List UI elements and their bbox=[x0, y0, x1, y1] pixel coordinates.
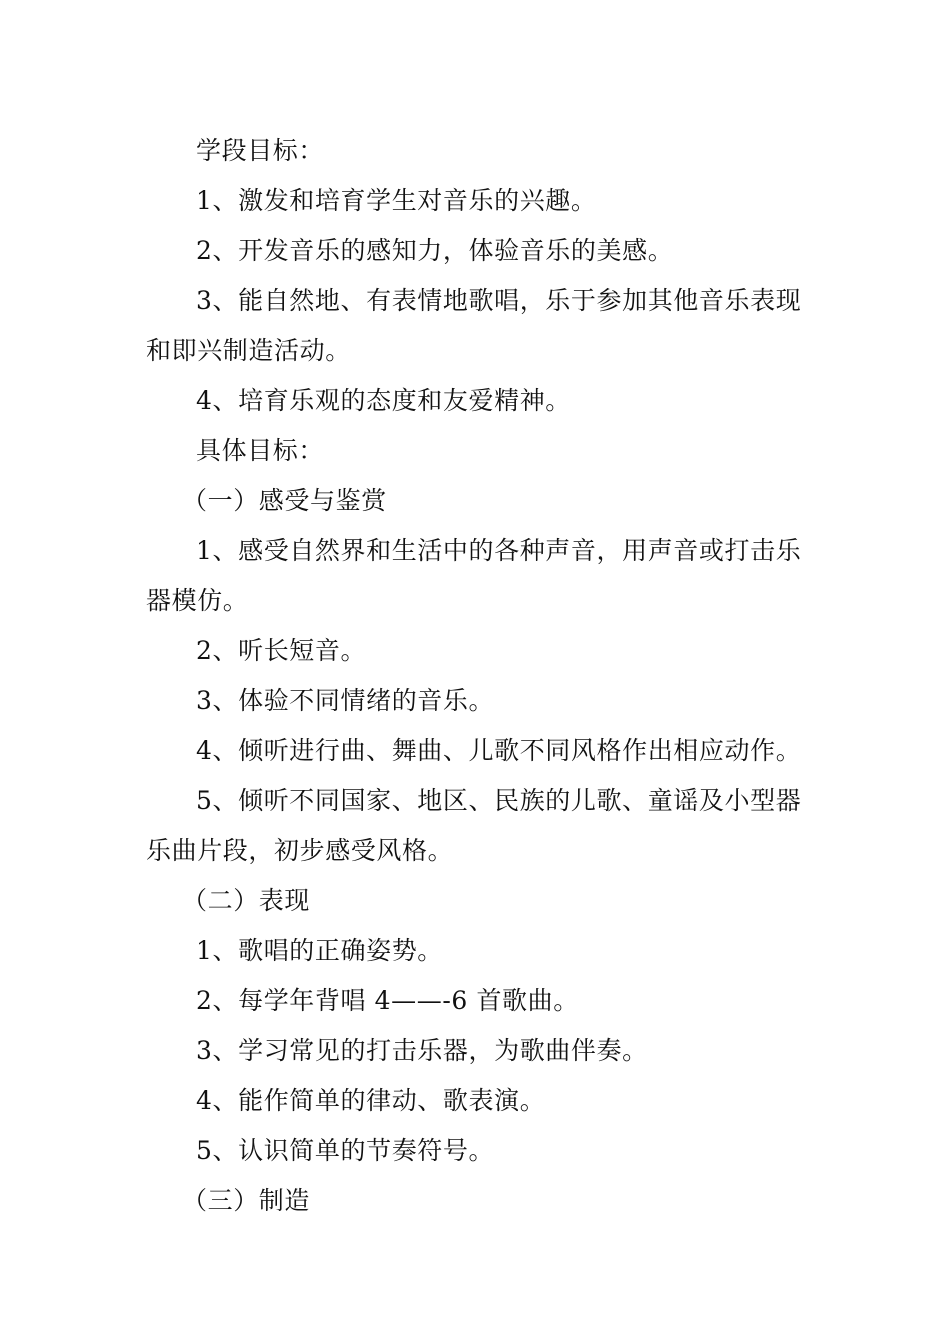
subsection-heading: （三）制造 bbox=[182, 1186, 311, 1215]
paragraph-line: 4、培育乐观的态度和友爱精神。 bbox=[196, 386, 571, 415]
paragraph-line: 2、每学年背唱 4——-6 首歌曲。 bbox=[196, 986, 579, 1015]
paragraph-line-continued: 乐曲片段，初步感受风格。 bbox=[146, 836, 454, 865]
paragraph-line: 1、感受自然界和生活中的各种声音，用声音或打击乐 bbox=[196, 536, 802, 565]
paragraph-line: 5、倾听不同国家、地区、民族的儿歌、童谣及小型器 bbox=[196, 786, 802, 815]
subsection-heading: （二）表现 bbox=[182, 886, 311, 915]
paragraph-line: 3、体验不同情绪的音乐。 bbox=[196, 686, 495, 715]
section-heading-stage-goals: 学段目标： bbox=[196, 136, 325, 165]
paragraph-line: 4、倾听进行曲、舞曲、儿歌不同风格作出相应动作。 bbox=[196, 736, 802, 765]
paragraph-line-continued: 和即兴制造活动。 bbox=[146, 336, 351, 365]
paragraph-line: 2、开发音乐的感知力，体验音乐的美感。 bbox=[196, 236, 674, 265]
paragraph-line: 5、认识简单的节奏符号。 bbox=[196, 1136, 495, 1165]
paragraph-line: 3、学习常见的打击乐器，为歌曲伴奏。 bbox=[196, 1036, 648, 1065]
paragraph-line: 1、激发和培育学生对音乐的兴趣。 bbox=[196, 186, 597, 215]
paragraph-line: 4、能作简单的律动、歌表演。 bbox=[196, 1086, 546, 1115]
section-heading-specific-goals: 具体目标： bbox=[196, 436, 325, 465]
paragraph-line: 3、能自然地、有表情地歌唱，乐于参加其他音乐表现 bbox=[196, 286, 802, 315]
subsection-heading: （一）感受与鉴赏 bbox=[182, 486, 387, 515]
paragraph-line-continued: 器模仿。 bbox=[146, 586, 249, 615]
paragraph-line: 2、听长短音。 bbox=[196, 636, 367, 665]
paragraph-line: 1、歌唱的正确姿势。 bbox=[196, 936, 443, 965]
